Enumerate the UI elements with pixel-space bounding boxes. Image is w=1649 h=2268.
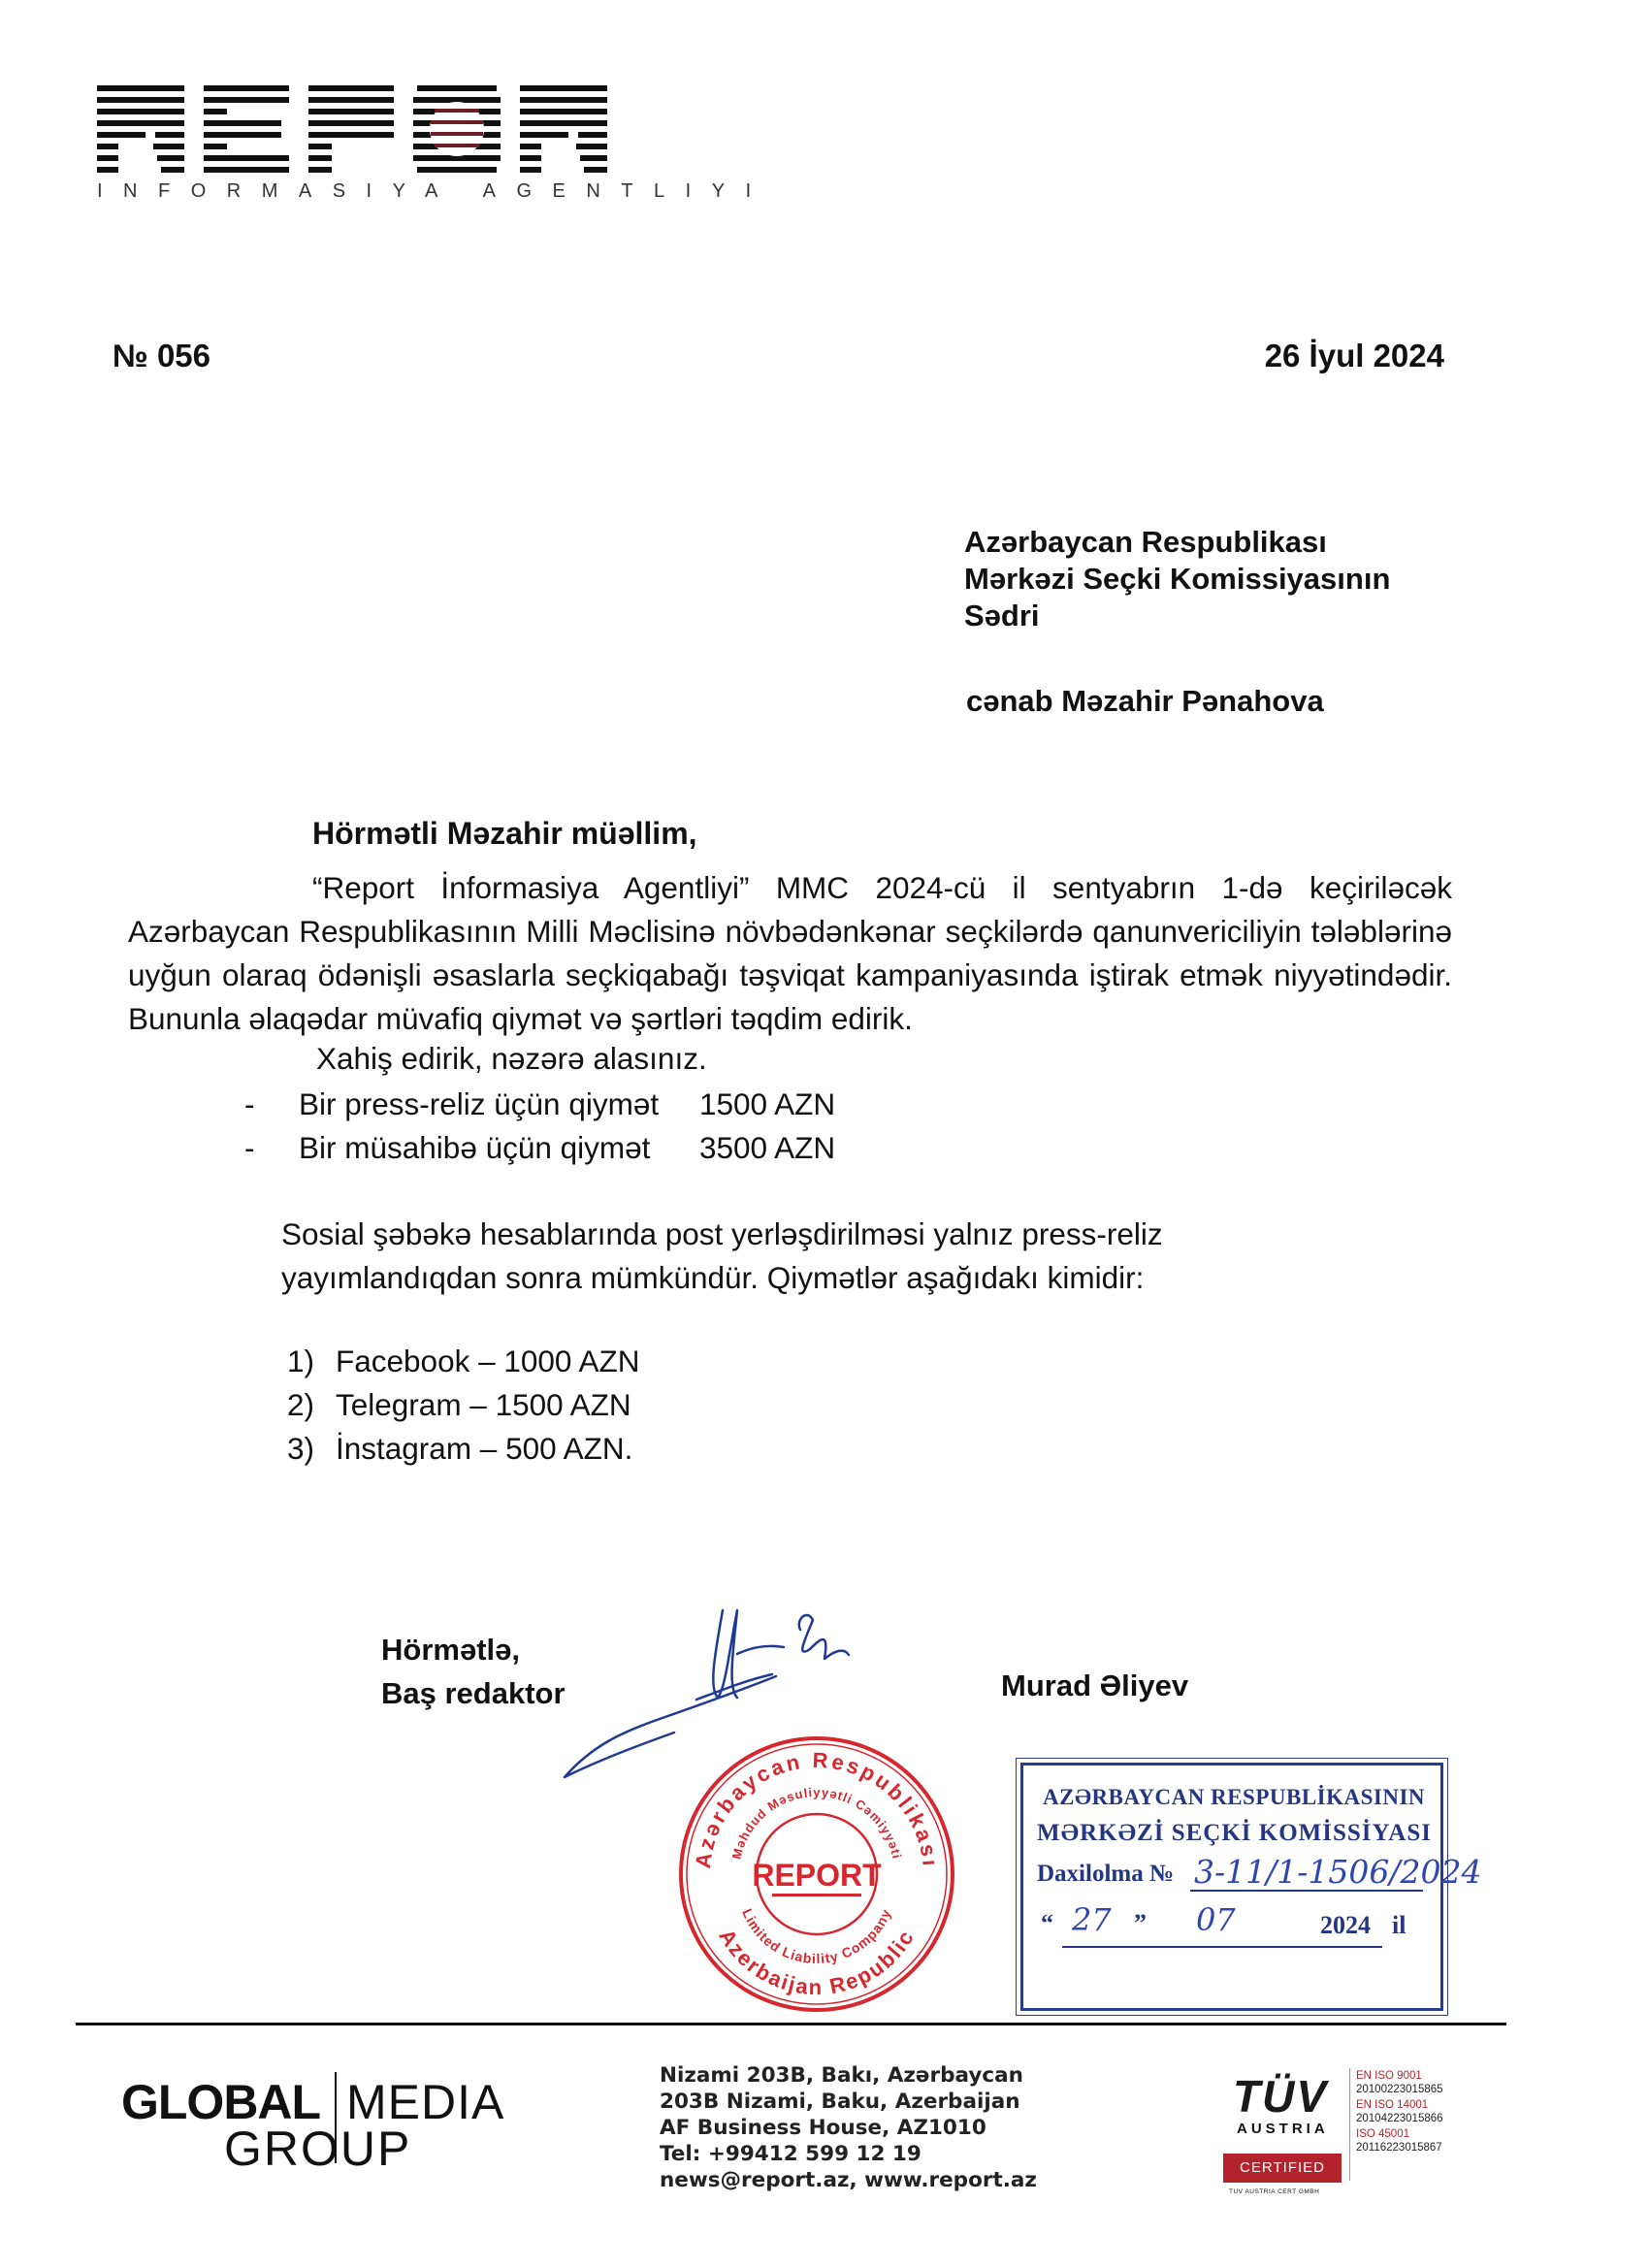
round-stamp-center: REPORT — [752, 1858, 882, 1893]
price-value: 3500 AZN — [699, 1130, 836, 1165]
tuv-certified-label: CERTIFIED — [1223, 2154, 1342, 2183]
tuv-cert-number: 20100223015865 — [1356, 2084, 1443, 2095]
social-price-text: İnstagram – 500 AZN. — [336, 1431, 633, 1466]
reg-stamp-suffix: il — [1392, 1911, 1406, 1939]
request-line: Xahiş edirik, nəzərə alasınız. — [316, 1041, 707, 1076]
tuv-country: AUSTRIA — [1237, 2121, 1329, 2137]
reg-stamp-line2: MƏRKƏZİ SEÇKİ KOMİSSİYASI — [1037, 1820, 1432, 1846]
social-price-list — [287, 1340, 639, 1471]
agency-tagline: INFORMASIYA AGENTLIYI — [97, 180, 772, 202]
reg-quote-open: “ — [1041, 1909, 1053, 1937]
addressee-line: Azərbaycan Respublikası — [964, 525, 1327, 559]
gmg-media: MEDIA — [346, 2075, 505, 2129]
reg-stamp-label: Daxilolma № — [1037, 1861, 1175, 1887]
logo-letter-r2 — [520, 85, 607, 173]
gmg-group: GROUP — [224, 2122, 412, 2176]
reg-stamp-line1: AZƏRBAYCAN RESPUBLİKASININ — [1043, 1785, 1426, 1809]
tuv-cert-number: 20104223015866 — [1356, 2113, 1443, 2124]
social-price-item — [287, 1340, 639, 1383]
closing-block — [381, 1628, 566, 1715]
social-price-text: Telegram – 1500 AZN — [336, 1387, 631, 1422]
registration-stamp — [1020, 1763, 1482, 2011]
addressee-name: cənab Məzahir Pənahova — [966, 684, 1324, 718]
addressee-block — [964, 524, 1390, 634]
reg-stamp-day: 27 — [1072, 1901, 1112, 1938]
list-dash: - — [244, 1130, 255, 1165]
list-number: 1) — [287, 1344, 315, 1378]
salutation: Hörmətli Məzahir müəllim, — [312, 816, 697, 851]
reg-stamp-number: 3-11/1-1506/2024 — [1194, 1853, 1482, 1891]
addressee-line: Sədri — [964, 599, 1040, 632]
tuv-certification-badge — [1219, 2068, 1479, 2195]
signer-name: Murad Əliyev — [1001, 1669, 1189, 1702]
reg-stamp-month: 07 — [1196, 1901, 1236, 1938]
reg-quote-close: ” — [1134, 1909, 1147, 1937]
tuv-brand: TÜV — [1233, 2071, 1328, 2122]
company-round-stamp — [671, 1729, 962, 2020]
address-line: Nizami 203B, Bakı, Azərbaycan — [660, 2063, 1023, 2088]
price-label: Bir press-reliz üçün qiymət — [299, 1086, 660, 1121]
logo-letter-r — [97, 85, 184, 173]
svg-text:Məhdud Məsuliyyətli Cəmiyyəti: Məhdud Məsuliyyətli Cəmiyyəti — [728, 1784, 905, 1862]
tuv-iso: EN ISO 9001 — [1356, 2070, 1422, 2082]
svg-text:Limited Liability Company: Limited Liability Company — [739, 1906, 894, 1967]
price-list — [244, 1083, 835, 1170]
list-dash: - — [244, 1086, 255, 1121]
social-price-item — [287, 1427, 639, 1471]
reg-date-underline — [1062, 1946, 1382, 1948]
report-logo — [97, 85, 630, 173]
tuv-small-print: TUV AUSTRIA CERT GMBH — [1229, 2188, 1320, 2195]
svg-text:Azərbaycan Respublikası: Azərbaycan Respublikası — [690, 1747, 943, 1870]
tuv-iso: ISO 45001 — [1356, 2128, 1409, 2140]
reg-stamp-year: 2024 — [1320, 1911, 1371, 1939]
signer-title: Baş redaktor — [381, 1676, 566, 1710]
price-value: 1500 AZN — [699, 1086, 836, 1121]
gmg-global: GLOBAL — [121, 2075, 321, 2129]
document-date: 26 İyul 2024 — [1264, 338, 1444, 373]
document-number: № 056 — [113, 338, 211, 373]
social-price-item — [287, 1383, 639, 1427]
tuv-iso: EN ISO 14001 — [1356, 2099, 1429, 2111]
footer-divider — [76, 2023, 1506, 2025]
closing-line: Hörmətlə, — [381, 1633, 520, 1667]
reg-number-underline — [1190, 1890, 1423, 1892]
logo-letter-o-globe — [413, 85, 501, 173]
price-item — [244, 1126, 835, 1170]
social-paragraph: Sosial şəbəkə hesablarında post yerləşdirilməsi yalnız press-reliz yayımlandıqdan sonra mümkündür. Qiymətlər aşağıdakı kimidir: — [281, 1216, 1163, 1295]
price-label: Bir müsahibə üçün qiymət — [299, 1130, 651, 1165]
logo-letter-e — [204, 85, 289, 173]
logo-letter-p — [308, 85, 394, 173]
body-paragraph: “Report İnformasiya Agentliyi” MMC 2024-cü il sentyabrın 1-də keçiriləcək Azərbaycan Respublikasının Milli Məclisinə növbədənkənar seçkilərdə qanunvericiliyin tələblərinə uyğun olaraq ödənişli əsaslarla seçkiqabağı təşviqat kampaniyasında iştirak etmək niyyətindədir. Bununla əlaqədar müvafiq qiymət və şərtləri təqdim edirik. — [128, 870, 1452, 1036]
addressee-line: Mərkəzi Seçki Komissiyasının — [964, 562, 1391, 596]
list-number: 2) — [287, 1387, 315, 1422]
address-line: 203B Nizami, Baku, Azerbaijan — [660, 2090, 1020, 2114]
social-price-text: Facebook – 1000 AZN — [336, 1344, 640, 1378]
svg-text:Azerbaijan Republic: Azerbaijan Republic — [714, 1925, 920, 2000]
address-line: AF Business House, AZ1010 — [660, 2116, 986, 2140]
tuv-cert-number: 20116223015867 — [1356, 2142, 1442, 2154]
tuv-cert-list — [1349, 2068, 1478, 2181]
address-line: Tel: +99412 599 12 19 — [660, 2142, 922, 2166]
price-item — [244, 1083, 835, 1126]
tuv-left-panel — [1219, 2068, 1345, 2187]
footer-address — [660, 2062, 1037, 2193]
global-media-group-logo — [121, 2066, 529, 2176]
list-number: 3) — [287, 1431, 315, 1466]
address-line: news@report.az, www.report.az — [660, 2168, 1037, 2192]
